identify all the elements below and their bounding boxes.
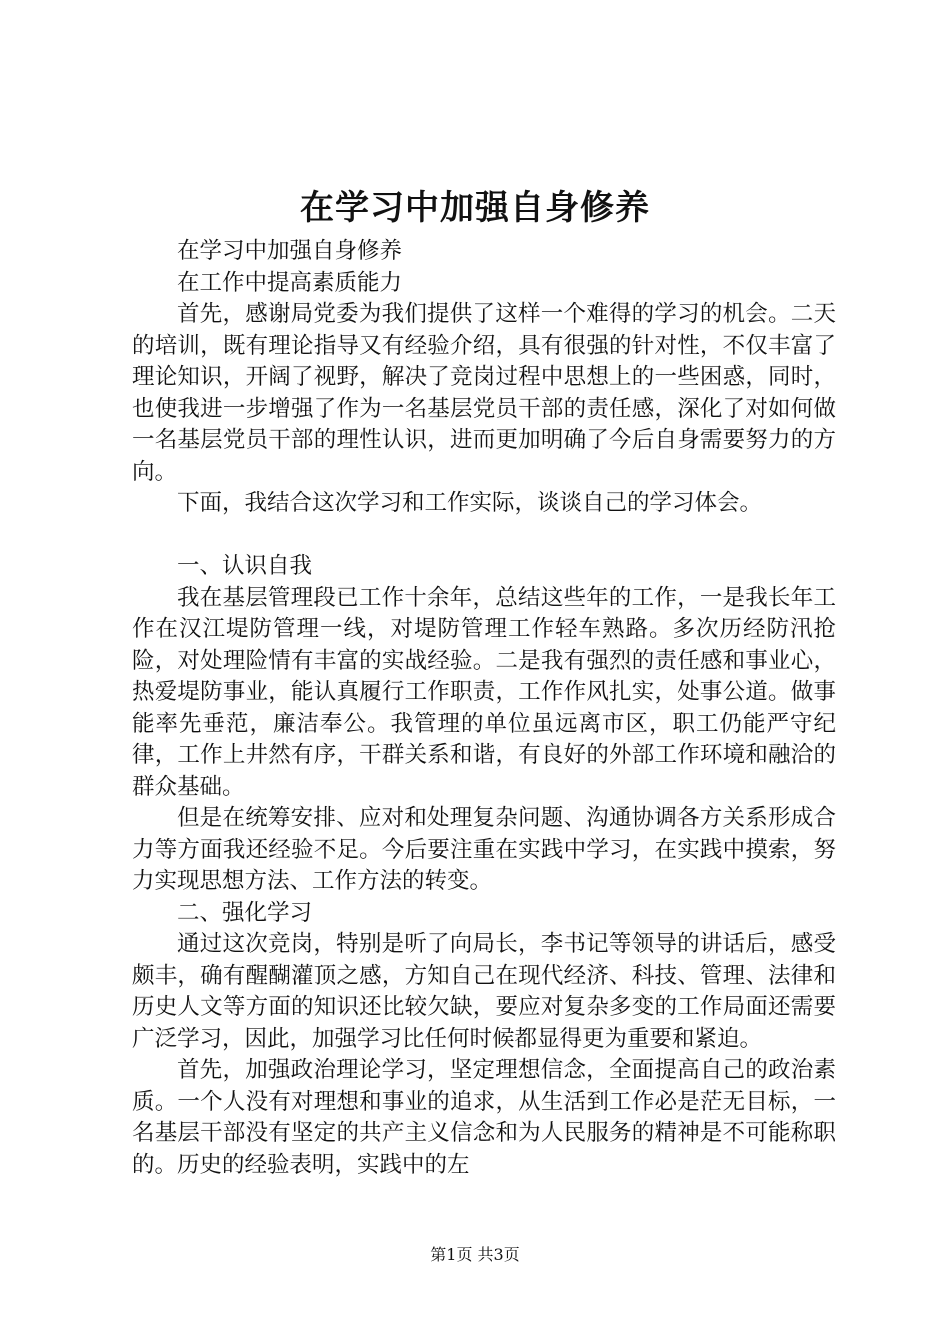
- section-heading-2: 二、强化学习: [177, 899, 313, 926]
- section-heading-1: 一、认识自我: [177, 553, 313, 579]
- blank-line: [132, 520, 836, 552]
- paragraph: 我在基层管理段已工作十余年，总结这些年的工作，一是我长年工作在汉江堤防管理一线，对堤防管理工作轻车熟路。多次历经防汛抢险，对处理险情有丰富的实战经验。二是我有强烈的责任感和事业心，热爱堤防事业，能认真履行工作职责，工作作风扎实，处事公道。做事能率先垂范，廉洁奉公。我管理的单位虽远离市区，职工仍能严守纪律，工作上井然有序，干群关系和谐，有良好的外部工作环境和融洽的群众基础。: [132, 584, 836, 800]
- paragraph: 首先，感谢局党委为我们提供了这样一个难得的学习的机会。二天的培训，既有理论指导又有经验介绍，具有很强的针对性，不仅丰富了理论知识，开阔了视野，解决了竞岗过程中思想上的一些困惑，同时，也使我进一步增强了作为一名基层党员干部的责任感，深化了对如何做一名基层党员干部的理性认识，进而更加明确了今后自身需要努力的方向。: [132, 301, 836, 485]
- paragraph-subtitle-2: 在工作中提高素质能力: [177, 269, 403, 296]
- paragraph: 但是在统筹安排、应对和处理复杂问题、沟通协调各方关系形成合力等方面我还经验不足。今后要注重在实践中学习，在实践中摸索，努力实现思想方法、工作方法的转变。: [132, 805, 836, 894]
- paragraph: 下面，我结合这次学习和工作实际，谈谈自己的学习体会。: [177, 490, 763, 516]
- paragraph: 首先，加强政治理论学习，坚定理想信念，全面提高自己的政治素质。一个人没有对理想和事业的追求，从生活到工作必是茫无目标，一名基层干部没有坚定的共产主义信念和为人民服务的精神是不可能称职的。历史的经验表明，实践中的左: [132, 1057, 836, 1178]
- page-footer: 第1页 共3页: [430, 1245, 520, 1264]
- document-title: 在学习中加强自身修养: [300, 188, 650, 228]
- paragraph: 通过这次竞岗，特别是听了向局长，李书记等领导的讲话后，感受颇丰，确有醒醐灌顶之感，方知自己在现代经济、科技、管理、法律和历史人文等方面的知识还比较欠缺，要应对复杂多变的工作局面还需要广泛学习，因此，加强学习比任何时候都显得更为重要和紧迫。: [132, 931, 836, 1052]
- paragraph-subtitle-1: 在学习中加强自身修养: [177, 238, 403, 264]
- document-body: [132, 236, 836, 1181]
